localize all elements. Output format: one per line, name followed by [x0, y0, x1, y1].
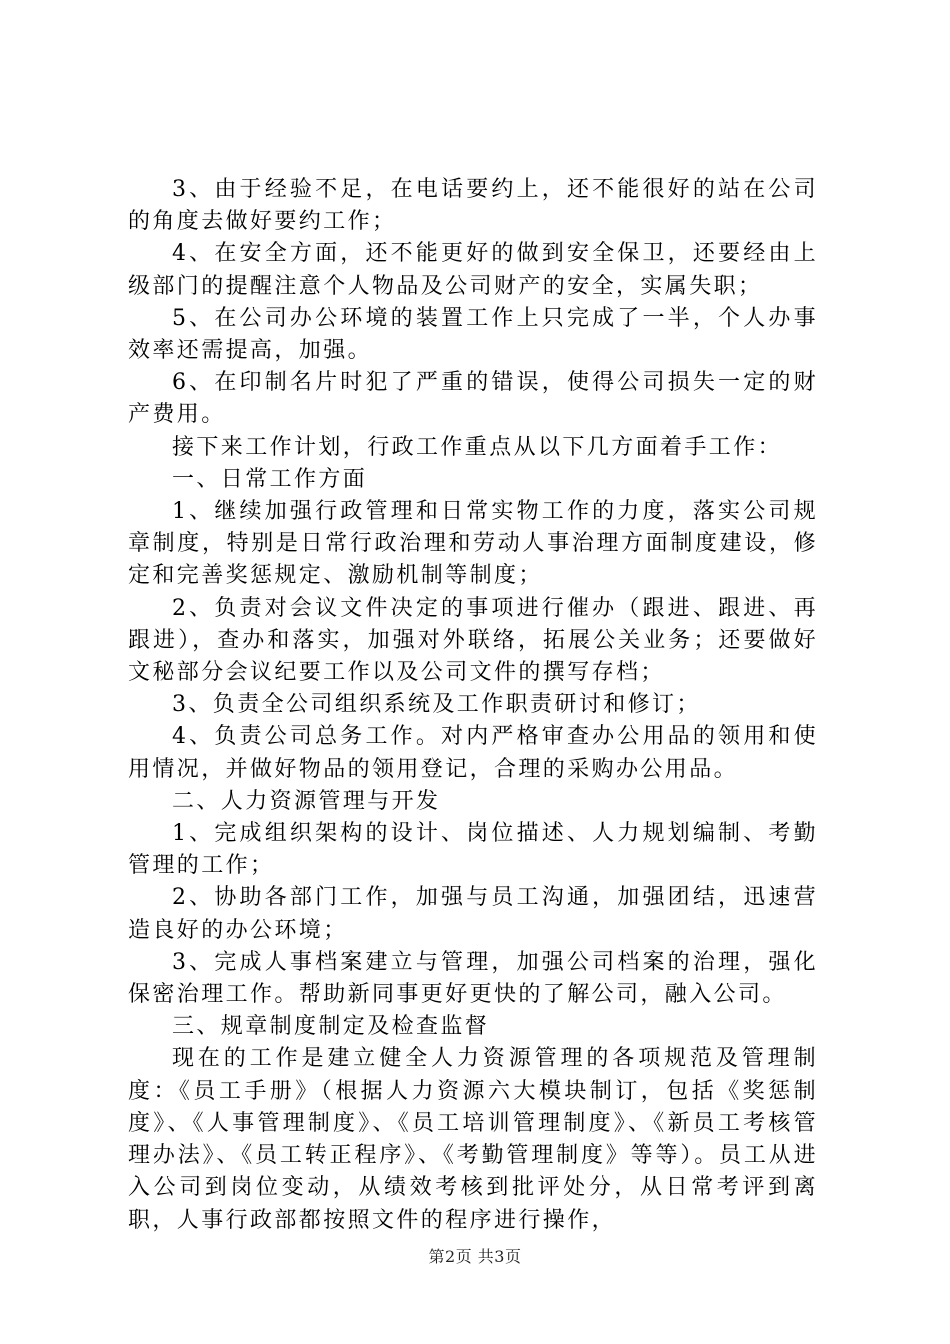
section-heading-daily-work: 一、日常工作方面 [172, 466, 368, 492]
paragraph-daily-item-4: 4、负责公司总务工作。对内严格审查办公用品的领用和使用情况，并做好物品的领用登记，合理的采购办公用品。 [128, 724, 818, 782]
paragraph-item-4-security: 4、在安全方面，还不能更好的做到安全保卫，还要经由上级部门的提醒注意个人物品及公司财产的安全，实属失职； [128, 241, 818, 299]
paragraph-item-6-business-cards: 6、在印制名片时犯了严重的错误，使得公司损失一定的财产费用。 [128, 370, 818, 428]
paragraph-regulations-body: 现在的工作是建立健全人力资源管理的各项规范及管理制度：《员工手册》（根据人力资源六大模块制订，包括《奖惩制度》、《人事管理制度》、《员工培训管理制度》、《新员工考核管理办法》、《员工转正程序》、《考勤管理制度》等等）。员工从进入公司到岗位变动，从绩效考核到批评处分，从日常考评到离职，人事行政部都按照文件的程序进行操作， [128, 1046, 818, 1233]
paragraph-work-plan-intro: 接下来工作计划，行政工作重点从以下几方面着手工作： [172, 434, 783, 460]
page-number-footer: 第2页 共3页 [428, 1247, 522, 1266]
document-body [128, 174, 818, 1237]
paragraph-hr-item-2: 2、协助各部门工作，加强与员工沟通，加强团结，迅速营造良好的办公环境； [128, 885, 818, 943]
paragraph-hr-item-1: 1、完成组织架构的设计、岗位描述、人力规划编制、考勤管理的工作； [128, 821, 818, 879]
paragraph-item-3-experience: 3、由于经验不足，在电话要约上，还不能很好的站在公司的角度去做好要约工作； [128, 177, 818, 235]
paragraph-item-5-office-environment: 5、在公司办公环境的装置工作上只完成了一半，个人办事效率还需提高，加强。 [128, 305, 818, 364]
paragraph-daily-item-1: 1、继续加强行政管理和日常实物工作的力度，落实公司规章制度，特别是日常行政治理和劳动人事治理方面制度建设，修定和完善奖惩规定、激励机制等制度； [128, 499, 818, 589]
section-heading-hr: 二、人力资源管理与开发 [172, 788, 441, 814]
section-heading-regulations: 三、规章制度制定及检查监督 [172, 1014, 490, 1040]
paragraph-hr-item-3: 3、完成人事档案建立与管理，加强公司档案的治理，强化保密治理工作。帮助新同事更好更快的了解公司，融入公司。 [128, 949, 818, 1008]
paragraph-daily-item-2: 2、负责对会议文件决定的事项进行催办（跟进、跟进、再跟进），查办和落实，加强对外联络，拓展公关业务；还要做好文秘部分会议纪要工作以及公司文件的撰写存档； [128, 595, 818, 686]
paragraph-daily-item-3: 3、负责全公司组织系统及工作职责研讨和修订； [172, 692, 701, 718]
